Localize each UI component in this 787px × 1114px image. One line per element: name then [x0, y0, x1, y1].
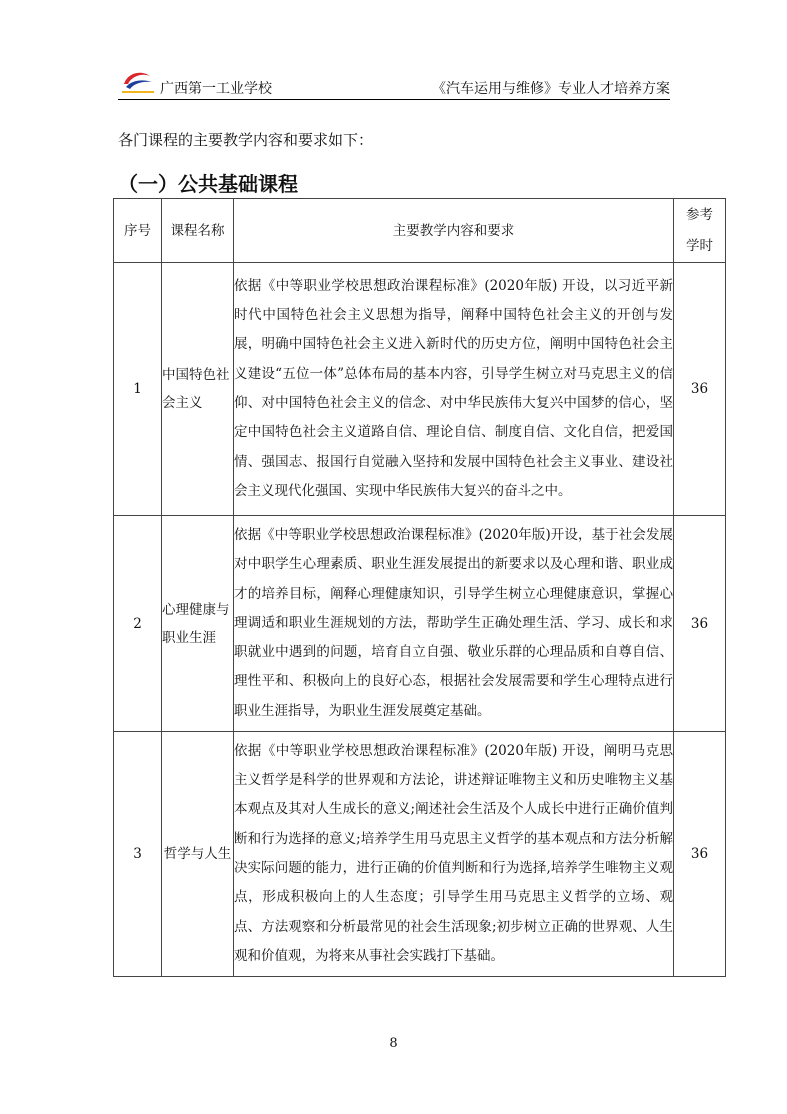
table-header-row: [114, 199, 726, 263]
section-title: （一）公共基础课程: [118, 172, 298, 196]
table-row: [114, 263, 726, 516]
page-header: [118, 66, 670, 100]
course-content: 依据《中等职业学校思想政治课程标准》(2020年版) 开设，阐明马克思主义哲学是科学的世界观和方法论，讲述辩证唯物主义和历史唯物主义基本观点及其对人生成长的意义;阐述社会生活及个人成长中进行正确价值判断和行为选择的意义;培养学生用马克思主义哲学的基本观点和方法分析解决实际问题的能力，进行正确的价值判断和行为选择,培养学生唯物主义观点，形成积极向上的人生态度；引导学生用马克思主义哲学的立场、观点、方法观察和分析最常见的社会生活现象;初步树立正确的世界观、人生观和价值观，为将来从事社会实践打下基础。: [234, 732, 674, 977]
course-name: [162, 732, 234, 977]
row-number: 1: [114, 263, 162, 516]
course-content: 依据《中等职业学校思想政治课程标准》(2020年版)开设，基于社会发展对中职学生心理素质、职业生涯发展提出的新要求以及心理和谐、职业成才的培养目标，阐释心理健康知识，引导学生树立心理健康意识，掌握心理调适和职业生涯规划的方法，帮助学生正确处理生活、学习、成长和求职就业中遇到的问题，培育自立自强、敬业乐群的心理品质和自尊自信、理性平和、积极向上的良好心态，根据社会发展需要和学生心理特点进行职业生涯指导，为职业生涯发展奠定基础。: [234, 516, 674, 732]
header-hours-line1: 参考: [686, 206, 713, 223]
header-content: 主要教学内容和要求: [234, 199, 674, 263]
program-title: 《汽车运用与维修》专业人才培养方案: [432, 81, 670, 97]
course-table: [113, 198, 726, 977]
course-name: [162, 263, 234, 516]
course-content: 依据《中等职业学校思想政治课程标准》(2020年版) 开设，以习近平新时代中国特色社会主义思想为指导，阐释中国特色社会主义的开创与发展，明确中国特色社会主义进入新时代的历史方位，阐明中国特色社会主义建设“五位一体”总体布局的基本内容，引导学生树立对马克思主义的信仰、对中国特色社会主义的信念、对中华民族伟大复兴中国梦的信心，坚定中国特色社会主义道路自信、理论自信、制度自信、文化自信，把爱国情、强国志、报国行自觉融入坚持和发展中国特色社会主义事业、建设社会主义现代化强国、实现中华民族伟大复兴的奋斗之中。: [234, 263, 674, 516]
row-number: 2: [114, 516, 162, 732]
header-course-name: 课程名称: [162, 199, 234, 263]
course-name-text: 中国特色社会主义: [162, 367, 230, 411]
table-row: [114, 516, 726, 732]
header-hours: [674, 199, 726, 263]
intro-text: 各门课程的主要教学内容和要求如下：: [118, 131, 374, 149]
header-divider: [118, 99, 670, 100]
course-hours: 36: [674, 732, 726, 977]
page-number: 8: [389, 1036, 398, 1051]
school-logo-icon: [120, 70, 156, 94]
header-no: 序号: [114, 199, 162, 263]
course-name: [162, 516, 234, 732]
course-name-text: 心理健康与职业生涯: [162, 601, 230, 646]
table-row: [114, 732, 726, 977]
header-hours-line2: 学时: [686, 237, 713, 254]
course-hours: 36: [674, 263, 726, 516]
school-name: 广西第一工业学校: [160, 81, 272, 97]
course-name-text: 哲学与人生: [163, 846, 232, 862]
course-hours: 36: [674, 516, 726, 732]
row-number: 3: [114, 732, 162, 977]
